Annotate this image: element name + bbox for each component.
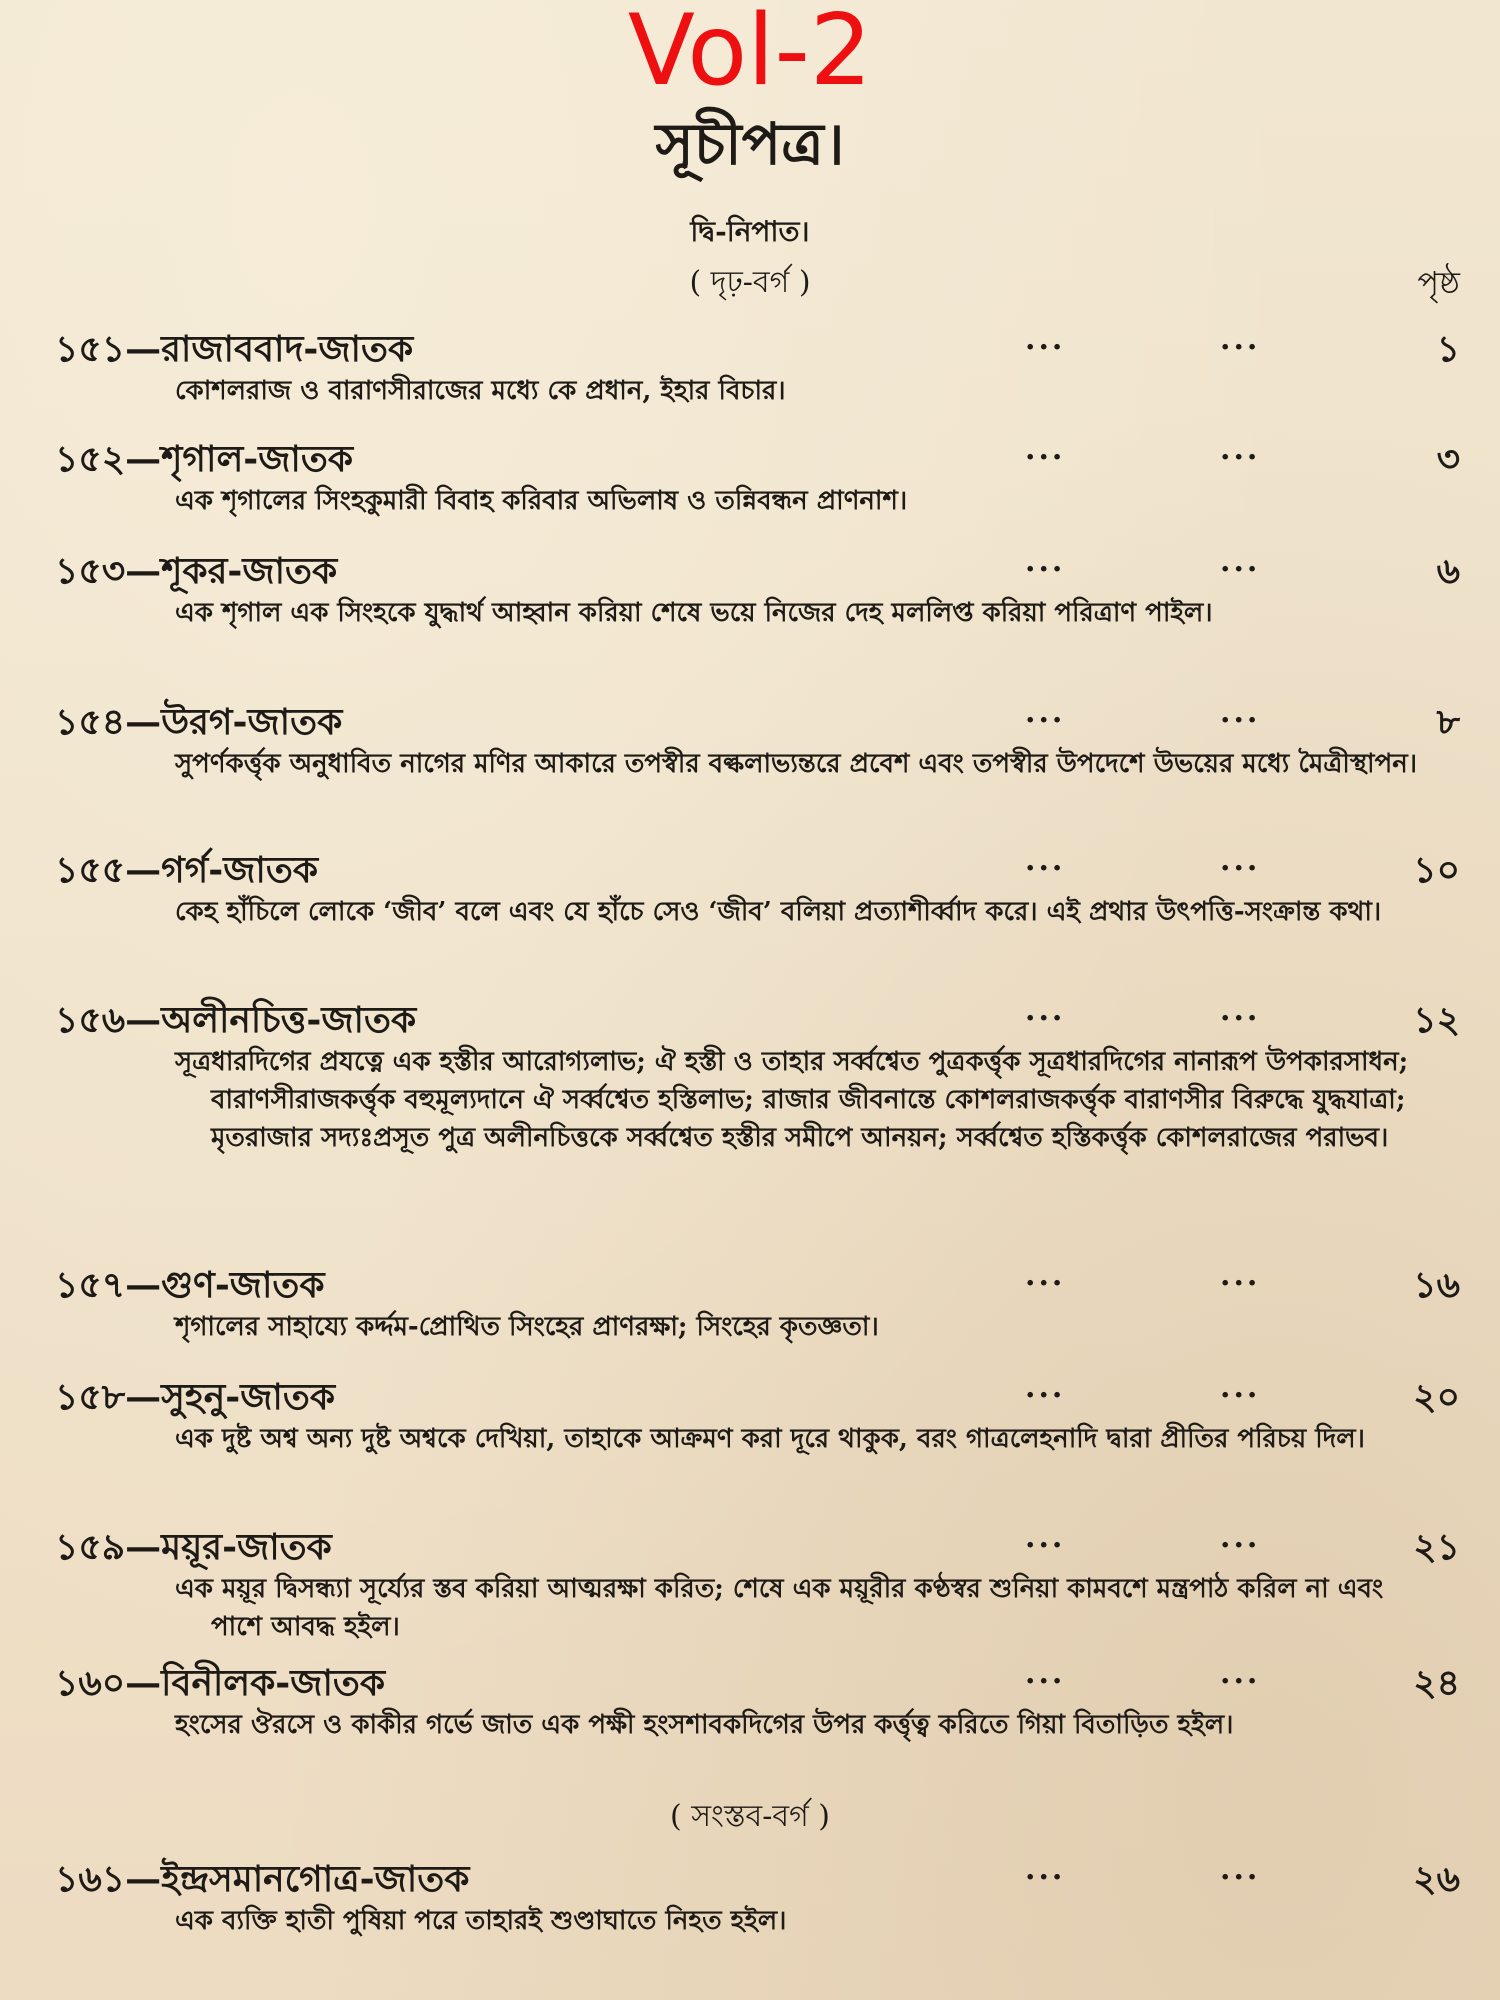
entry-description: এক শৃগাল এক সিংহকে যুদ্ধার্থ আহ্বান করিয়া শেষে ভয়ে নিজের দেহ মললিপ্ত করিয়া পরিত্রাণ পাইল। (175, 598, 1213, 628)
entry-description: সুপর্ণকর্ত্তৃক অনুধাবিত নাগের মণির আকারে তপস্বীর বল্কলাভ্যন্তরে প্রবেশ এবং তপস্বীর উপদেশে উভয়ের মধ্যে মৈত্রীস্থাপন। (175, 749, 1418, 779)
entry-description: এক শৃগালের সিংহকুমারী বিবাহ করিবার অভিলাষ ও তন্নিবন্ধন প্রাণনাশ। (175, 486, 908, 516)
toc-entry (55, 1852, 1460, 1940)
leader-dots: ... (1025, 544, 1066, 579)
leader-dots: ... (1025, 432, 1066, 467)
leader-dots: ... (1025, 993, 1066, 1028)
entry-description: এক ব্যক্তি হাতী পুষিয়া পরে তাহারই শুণ্ডাঘাতে নিহত হইল। (175, 1906, 787, 1936)
leader-dots: ... (1220, 993, 1261, 1028)
entry-title: ১৫৯—ময়ূর-জাতক (55, 1526, 332, 1568)
entry-title: ১৫৮—সুহনু-জাতক (55, 1376, 336, 1418)
entry-title: ১৫৩—শূকর-জাতক (55, 550, 338, 592)
entry-description: সূত্রধারদিগের প্রযত্নে এক হস্তীর আরোগ্যলাভ; ঐ হস্তী ও তাহার সর্ব্বশ্বেত পুত্রকর্ত্তৃক সূত্রধারদিগের নানারূপ উপকারসাধন; বারাণসীরাজকর্ত্তৃক বহুমূল্যদানে ঐ সর্ব্বশ্বেত হস্তিলাভ; রাজার জীবনান্তে কোশলরাজকর্ত্তৃক বারাণসীর বিরুদ্ধে যুদ্ধযাত্রা; মৃতরাজার সদ্যঃপ্রসূত পুত্র অলীনচিত্তকে সর্ব্বশ্বেত হস্তীর সমীপে আনয়ন; সর্ব্বশ্বেত হস্তিকর্ত্তৃক কোশলরাজের পরাভব। (175, 1047, 1409, 1153)
entry-page-number: ১২ (1413, 999, 1460, 1041)
entry-description: এক দুষ্ট অশ্ব অন্য দুষ্ট অশ্বকে দেখিয়া, তাহাকে আক্রমণ করা দূরে থাকুক, বরং গাত্রলেহনাদি দ্বারা প্রীতির পরিচয় দিল। (175, 1424, 1365, 1454)
toc-entry (55, 843, 1460, 931)
entry-page-number: ২৪ (1413, 1662, 1460, 1704)
toc-entry (55, 1520, 1460, 1646)
leader-dots: ... (1220, 1852, 1261, 1887)
toc-entry (55, 993, 1460, 1157)
entry-page-number: ৩ (1436, 438, 1460, 480)
leader-dots: ... (1220, 432, 1261, 467)
toc-entry (55, 1656, 1460, 1744)
entry-description: কোশলরাজ ও বারাণসীরাজের মধ্যে কে প্রধান, ইহার বিচার। (175, 376, 786, 406)
entry-page-number: ১ (1436, 328, 1460, 370)
leader-dots: ... (1025, 1258, 1066, 1293)
leader-dots: ... (1220, 695, 1261, 730)
entry-description: কেহ হাঁচিলে লোকে ‘জীব’ বলে এবং যে হাঁচে সেও ‘জীব’ বলিয়া প্রত্যাশীর্ব্বাদ করে। এই প্রথার উৎপত্তি-সংক্রান্ত কথা। (175, 897, 1382, 927)
entry-title: ১৫৭—গুণ-জাতক (55, 1264, 325, 1306)
page-column-header: পৃষ্ঠ (1417, 264, 1460, 302)
entry-description: এক ময়ূর দ্বিসন্ধ্যা সূর্য্যের স্তব করিয়া আত্মরক্ষা করিত; শেষে এক ময়ূরীর কণ্ঠস্বর শুনিয়া কামবশে মন্ত্রপাঠ করিল না এবং পাশে আবদ্ধ হইল। (175, 1574, 1384, 1642)
leader-dots: ... (1220, 322, 1261, 357)
toc-entry (55, 432, 1460, 520)
entry-page-number: ২৬ (1413, 1858, 1460, 1900)
group-title-dridha: ( দৃঢ়-বর্গ ) (689, 265, 811, 300)
section-title: দ্বি-নিপাত। (690, 215, 810, 248)
entry-title: ১৫৬—অলীনচিত্ত-জাতক (55, 999, 417, 1041)
entry-title: ১৫৫—গর্গ-জাতক (55, 849, 319, 891)
leader-dots: ... (1220, 544, 1261, 579)
entry-title: ১৬০—বিনীলক-জাতক (55, 1662, 386, 1704)
entry-description: শৃগালের সাহায্যে কর্দ্দম-প্রোথিত সিংহের প্রাণরক্ষা; সিংহের কৃতজ্ঞতা। (175, 1312, 879, 1342)
page-title: সূচীপত্র। (655, 110, 845, 178)
leader-dots: ... (1025, 1852, 1066, 1887)
entry-description: হংসের ঔরসে ও কাকীর গর্ভে জাত এক পক্ষী হংসশাবকদিগের উপর কর্ত্তৃত্ব করিতে গিয়া বিতাড়িত হইল। (175, 1710, 1234, 1740)
leader-dots: ... (1025, 843, 1066, 878)
leader-dots: ... (1220, 1258, 1261, 1293)
entry-page-number: ১৬ (1413, 1264, 1460, 1306)
entry-title: ১৫৪—উরগ-জাতক (55, 701, 343, 743)
leader-dots: ... (1025, 695, 1066, 730)
leader-dots: ... (1220, 1520, 1261, 1555)
leader-dots: ... (1025, 1520, 1066, 1555)
leader-dots: ... (1025, 1656, 1066, 1691)
toc-entry (55, 544, 1460, 632)
entry-title: ১৫২—শৃগাল-জাতক (55, 438, 354, 480)
volume-label: Vol-2 (627, 0, 873, 108)
toc-entry (55, 695, 1460, 783)
group-title-samstava: ( সংস্তব-বর্গ ) (670, 1799, 830, 1834)
toc-entry (55, 1370, 1460, 1458)
entry-page-number: ৬ (1436, 550, 1460, 592)
entry-title: ১৫১—রাজাববাদ-জাতক (55, 328, 414, 370)
entry-page-number: ২০ (1413, 1376, 1460, 1418)
toc-entry (55, 1258, 1460, 1346)
entry-page-number: ৮ (1436, 701, 1460, 743)
leader-dots: ... (1220, 843, 1261, 878)
leader-dots: ... (1220, 1656, 1261, 1691)
toc-entry (55, 322, 1460, 410)
entry-page-number: ২১ (1413, 1526, 1460, 1568)
leader-dots: ... (1025, 322, 1066, 357)
leader-dots: ... (1025, 1370, 1066, 1405)
entry-page-number: ১০ (1413, 849, 1460, 891)
leader-dots: ... (1220, 1370, 1261, 1405)
entry-title: ১৬১—ইন্দ্রসমানগোত্র-জাতক (55, 1858, 470, 1900)
